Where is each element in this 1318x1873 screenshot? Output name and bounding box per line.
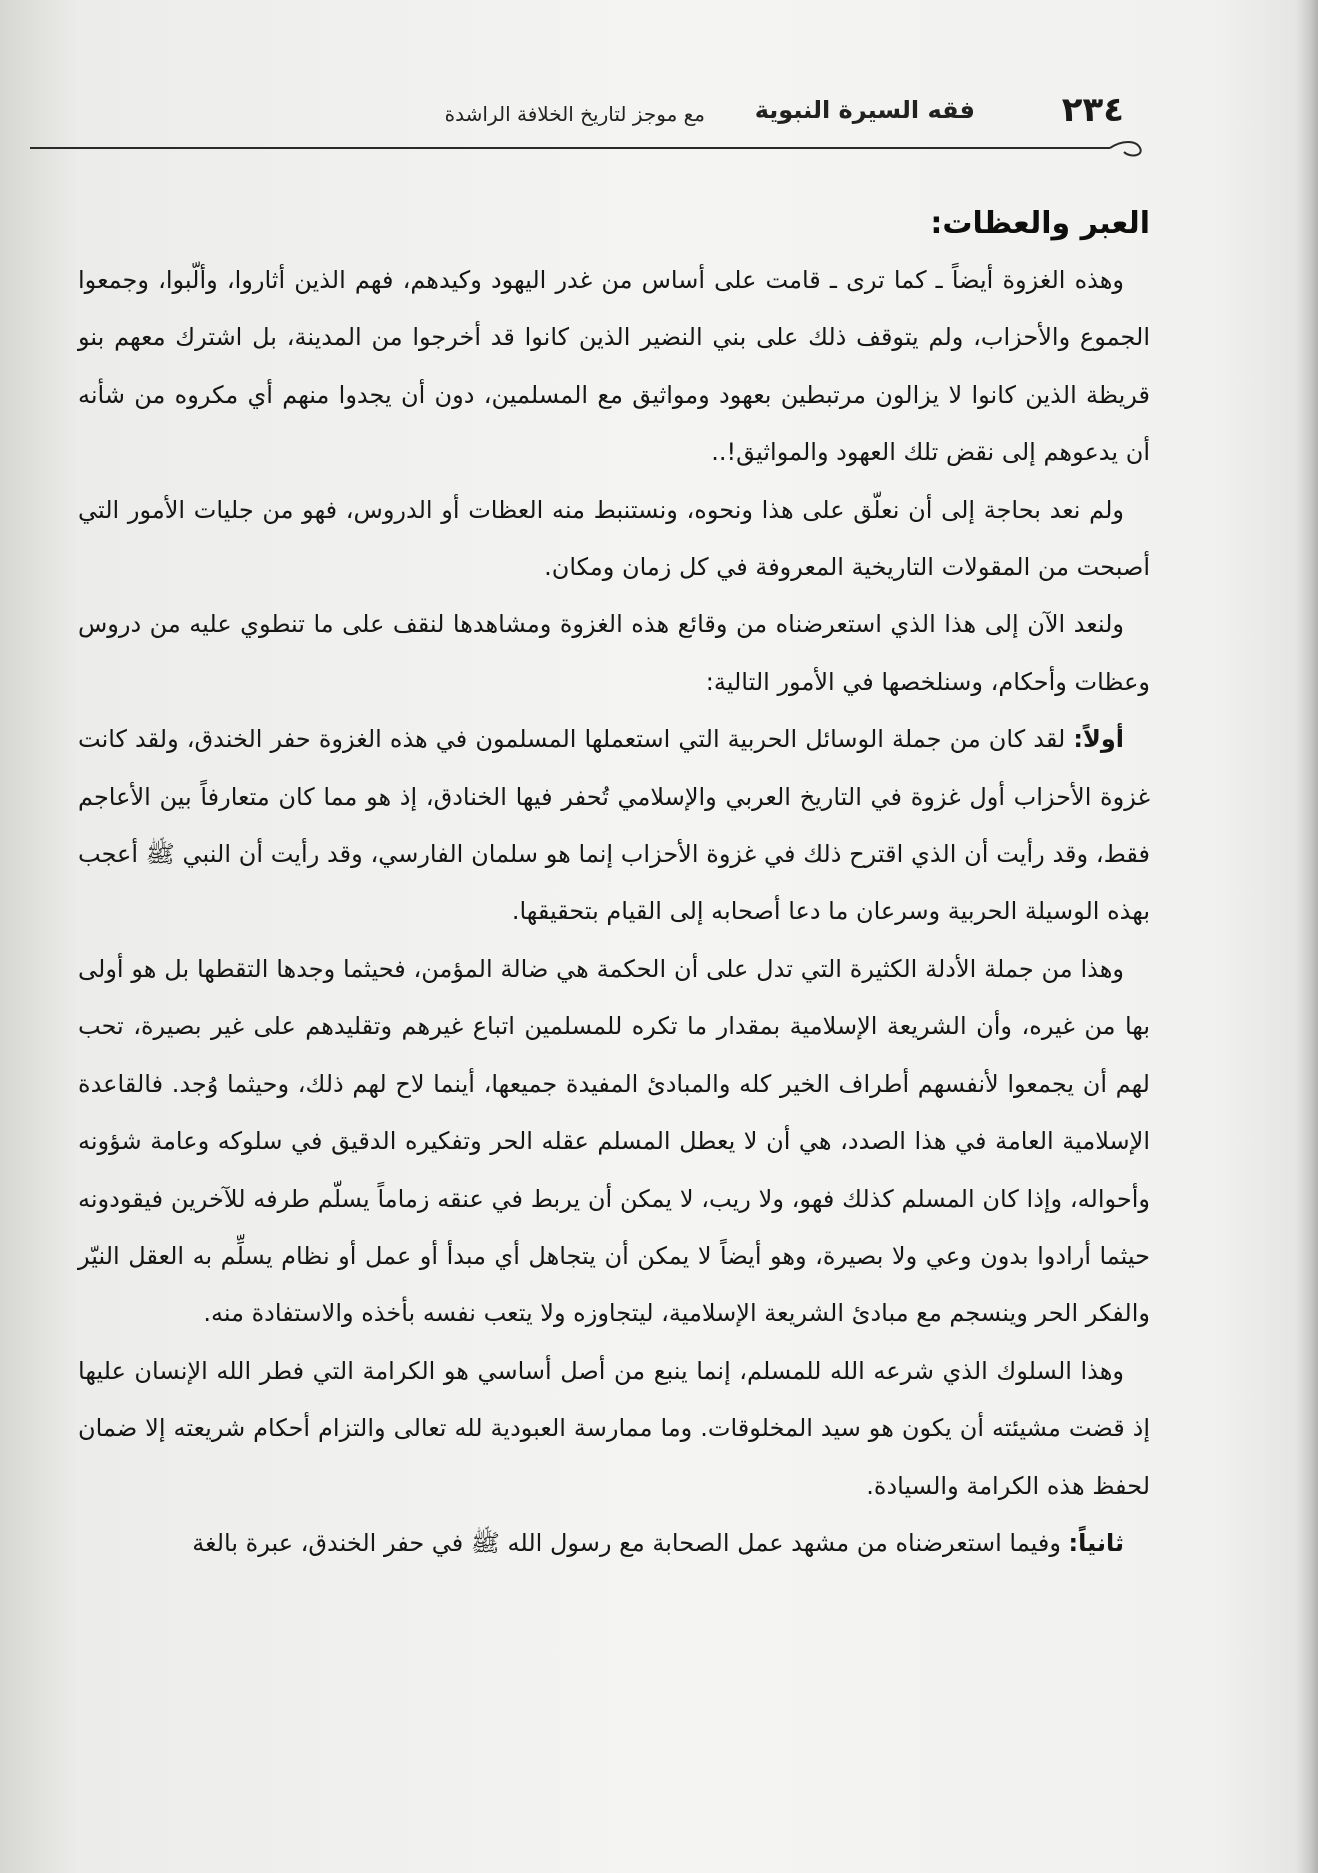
paragraph-6 [78, 1343, 1150, 1515]
paragraph-5-text: وهذا من جملة الأدلة الكثيرة التي تدل على أن الحكمة هي ضالة المؤمن، فحيثما وجدها التقطها بل هو أولى بها من غيره، وأن الشريعة الإسلامية بمقدار ما تكره للمسلمين اتباع غيرهم وتقليدهم على غير بصيرة، تحب لهم أن يجمعوا لأنفسهم أطراف الخير كله والمبادئ المفيدة جميعها، أينما لاح لهم ذلك، وحيثما وُجد. فالقاعدة الإسلامية العامة في هذا الصدد، هي أن لا يعطل المسلم عقله الحر وتفكيره الدقيق في سلوكه وعامة شؤونه وأحواله، وإذا كان المسلم كذلك فهو، ولا ريب، لا يمكن أن يربط في عنقه زماماً يسلّم طرفه للآخرين فيقودونه حيثما أرادوا بدون وعي ولا بصيرة، وهو أيضاً لا يمكن أن يتجاهل أي مبدأ أو عمل أو نظام يسلِّم به العقل النيّر والفكر الحر وينسجم مع مبادئ الشريعة الإسلامية، ليتجاوزه ولا يتعب نفسه بأخذه والاستفادة منه. [78, 954, 1150, 1328]
paragraph-7 [78, 1515, 1150, 1572]
book-subtitle: مع موجز لتاريخ الخلافة الراشدة [444, 102, 705, 126]
paragraph-5 [78, 941, 1150, 1343]
paragraph-7-text: وفيما استعرضناه من مشهد عمل الصحابة مع رسول الله ﷺ في حفر الخندق، عبرة بالغة [192, 1528, 1069, 1557]
paragraph-7-lead: ثانياً: [1068, 1528, 1124, 1557]
paragraph-1-text: وهذه الغزوة أيضاً ـ كما ترى ـ قامت على أساس من غدر اليهود وكيدهم، فهم الذين أثاروا، وألّبوا، وجمعوا الجموع والأحزاب، ولم يتوقف ذلك على بني النضير الذين كانوا قد أخرجوا من المدينة، بل اشترك معهم بنو قريظة الذين كانوا لا يزالون مرتبطين بعهود ومواثيق مع المسلمين، دون أن يجدوا منهم أي مكروه من شأنه أن يدعوهم إلى نقض تلك العهود والمواثيق!.. [78, 266, 1150, 467]
paragraph-6-text: وهذا السلوك الذي شرعه الله للمسلم، إنما ينبع من أصل أساسي هو الكرامة التي فطر الله الإنسان عليها إذ قضت مشيئته أن يكون هو سيد المخلوقات. وما ممارسة العبودية لله تعالى والتزام أحكام شريعته إلا ضمان لحفظ هذه الكرامة والسيادة. [78, 1356, 1150, 1500]
paragraph-3-text: ولنعد الآن إلى هذا الذي استعرضناه من وقائع هذه الغزوة ومشاهدها لنقف على ما تنطوي عليه من دروس وعظات وأحكام، وسنلخصها في الأمور التالية: [78, 610, 1150, 696]
page-edge-shadow [1296, 0, 1318, 1873]
header-ornament-rule [30, 138, 1150, 158]
paragraph-1 [78, 252, 1150, 482]
book-title: فقه السيرة النبوية [754, 96, 975, 124]
paragraph-4 [78, 711, 1150, 941]
paragraph-4-text: لقد كان من جملة الوسائل الحربية التي استعملها المسلمون في هذه الغزوة حفر الخندق، ولقد كانت غزوة الأحزاب أول غزوة في التاريخ العربي والإسلامي تُحفر فيها الخنادق، إذ هو مما كان متعارفاً بين الأعاجم فقط، وقد رأيت أن الذي اقترح ذلك في غزوة الأحزاب إنما هو سلمان الفارسي، وقد رأيت أن النبي ﷺ أعجب بهذه الوسيلة الحربية وسرعان ما دعا أصحابه إلى القيام بتحقيقها. [78, 725, 1150, 926]
paragraph-2 [78, 482, 1150, 597]
paragraph-3 [78, 596, 1150, 711]
section-heading: العبر والعظات: [930, 206, 1150, 241]
paragraph-4-lead: أولاً: [1073, 725, 1124, 754]
page-body [78, 198, 1150, 1572]
paragraph-2-text: ولم نعد بحاجة إلى أن نعلّق على هذا ونحوه، ونستنبط منه العظات أو الدروس، فهو من جليات الأمور التي أصبحت من المقولات التاريخية المعروفة في كل زمان ومكان. [78, 495, 1150, 582]
running-header [30, 88, 1150, 158]
page-number: ٢٣٤ [1061, 90, 1124, 130]
